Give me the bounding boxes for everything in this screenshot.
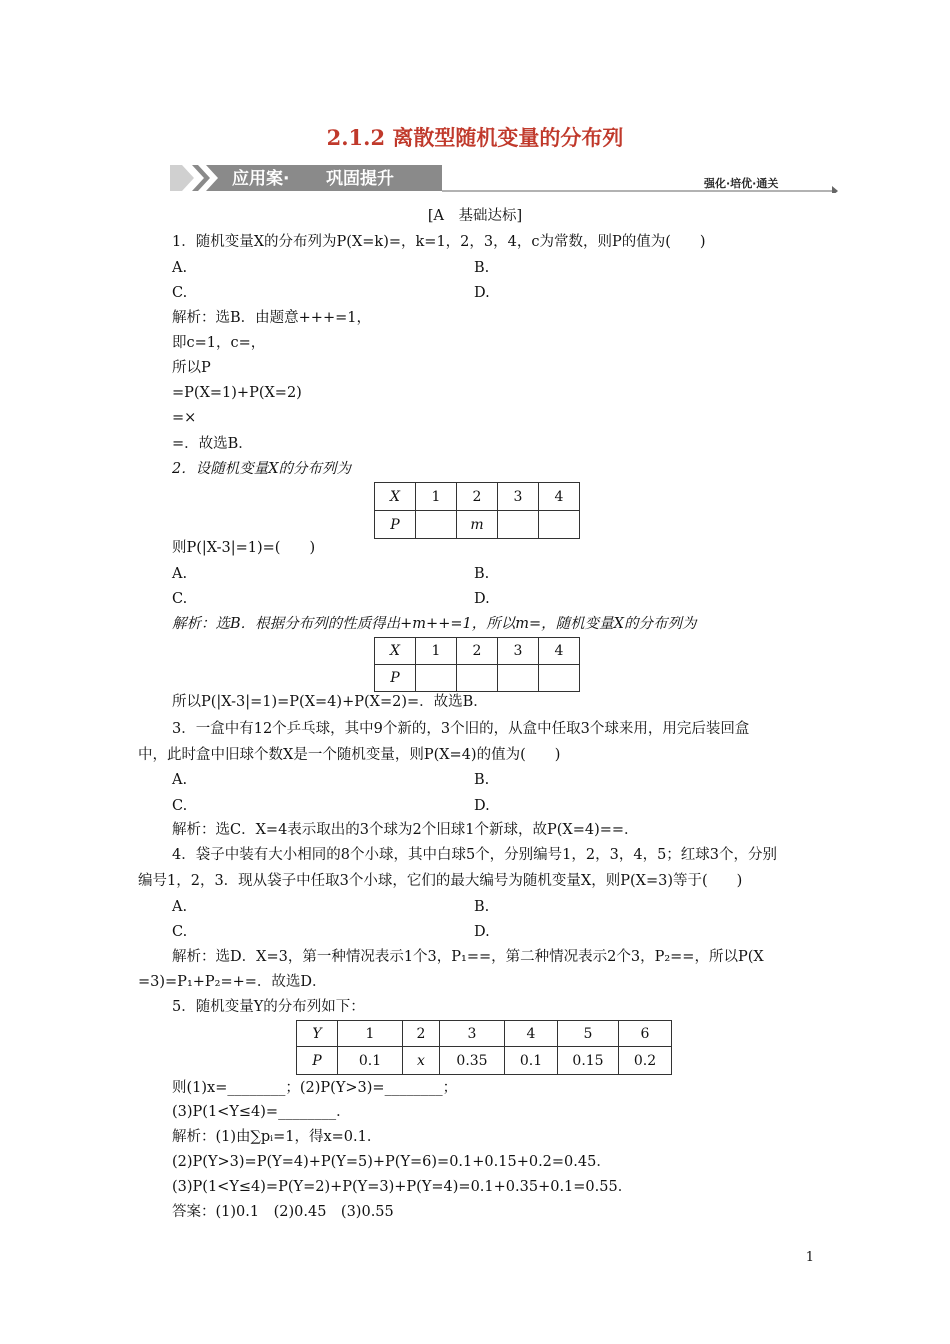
q2-option-a: A. (172, 566, 188, 582)
q1-option-d: D. (474, 285, 490, 301)
banner-tagline: 强化·培优·通关 (704, 177, 779, 190)
table-cell: P (375, 511, 416, 539)
q1-stem: 1．随机变量X的分布列为P(X=k)=，k=1，2，3，4，c为常数，则P的值为( ) (172, 234, 706, 250)
page-number: 1 (805, 1250, 814, 1265)
q4-solution-line: =3)=P₁+P₂=+=．故选D． (138, 974, 327, 990)
q2-solution-line: 解析：选B．根据分布列的性质得出+m++=1，所以m=，随机变量X的分布列为 (172, 616, 697, 632)
table-cell: 4 (505, 1021, 558, 1047)
q5-question: (3)P(1<Y≤4)=________． (172, 1104, 351, 1120)
q4-option-d: D. (474, 924, 490, 940)
q4-stem-cont: 编号1，2，3．现从袋子中任取3个小球，它们的最大编号为随机变量X，则P(X=3)等于( ) (138, 873, 743, 889)
table-cell: 0.1 (338, 1047, 403, 1075)
distribution-table-3 (296, 1020, 672, 1075)
q1-solution-line: =．故选B． (172, 436, 253, 452)
page-title: 2.1.2 离散型随机变量的分布列 (326, 125, 624, 150)
q5-answer: 答案：(1)0.1 (2)0.45 (3)0.55 (172, 1204, 394, 1220)
table-cell: 1 (338, 1021, 403, 1047)
q4-option-a: A. (172, 899, 188, 915)
q4-stem: 4．袋子中装有大小相同的8个小球，其中白球5个，分别编号1，2，3，4，5；红球3个，分别 (172, 847, 778, 863)
q2-question: 则P(|X-3|=1)=( ) (172, 540, 316, 556)
q3-stem-cont: 中，此时盒中旧球个数X是一个随机变量，则P(X=4)的值为( ) (138, 747, 561, 763)
table-cell: P (297, 1047, 338, 1075)
q2-stem: 2．设随机变量X的分布列为 (172, 461, 352, 477)
q5-stem: 5．随机变量Y的分布列如下： (172, 999, 365, 1015)
table-cell (498, 511, 539, 539)
table-cell (416, 665, 457, 692)
q1-solution-line: 解析：选B．由题意+++=1， (172, 310, 371, 326)
q1-option-c: C. (172, 285, 188, 301)
table-cell: 0.15 (558, 1047, 619, 1075)
q3-option-a: A. (172, 772, 188, 788)
table-cell: X (375, 638, 416, 665)
section-banner (170, 163, 838, 193)
q1-solution-line: 即c=1，c=， (172, 335, 266, 351)
q3-option-d: D. (474, 798, 490, 814)
table-cell: 2 (457, 638, 498, 665)
table-cell: 3 (440, 1021, 505, 1047)
q2-option-c: C. (172, 591, 188, 607)
table-cell: 3 (498, 638, 539, 665)
q2-option-d: D. (474, 591, 490, 607)
q3-option-c: C. (172, 798, 188, 814)
q3-stem: 3．一盒中有12个乒乓球，其中9个新的，3个旧的，从盒中任取3个球来用，用完后装回盒 (172, 721, 750, 737)
table-cell (416, 511, 457, 539)
table-cell: 1 (416, 483, 457, 511)
table-cell: X (375, 483, 416, 511)
table-cell: 4 (539, 483, 580, 511)
q1-solution-line: 所以P (172, 360, 211, 376)
section-heading: [A 基础达标] (427, 208, 523, 224)
banner-right-text: 巩固提升 (326, 169, 394, 189)
q1-solution-line: =P(X=1)+P(X=2) (172, 385, 302, 401)
q4-option-b: B. (474, 899, 490, 915)
q5-solution-line: (3)P(1<Y≤4)=P(Y=2)+P(Y=3)+P(Y=4)=0.1+0.35+0.1=0.55． (172, 1179, 633, 1195)
q5-solution-line: 解析：(1)由∑pᵢ=1，得x=0.1． (172, 1129, 382, 1145)
table-cell: m (457, 511, 498, 539)
table-cell: 2 (457, 483, 498, 511)
q2-option-b: B. (474, 566, 490, 582)
table-cell: 6 (619, 1021, 672, 1047)
q1-option-a: A. (172, 260, 188, 276)
q5-solution-line: (2)P(Y>3)=P(Y=4)+P(Y=5)+P(Y=6)=0.1+0.15+0.2=0.45． (172, 1154, 611, 1170)
q5-question: 则(1)x=________；(2)P(Y>3)=________； (172, 1080, 458, 1096)
table-cell (539, 511, 580, 539)
q1-option-b: B. (474, 260, 490, 276)
distribution-table-1 (374, 482, 580, 539)
table-cell: 1 (416, 638, 457, 665)
table-cell: Y (297, 1021, 338, 1047)
table-cell: P (375, 665, 416, 692)
table-cell: 5 (558, 1021, 619, 1047)
table-cell: 0.2 (619, 1047, 672, 1075)
q4-option-c: C. (172, 924, 188, 940)
q3-solution: 解析：选C．X=4表示取出的3个球为2个旧球1个新球，故P(X=4)==． (172, 822, 639, 838)
table-cell: 0.35 (440, 1047, 505, 1075)
q2-solution-line: 所以P(|X-3|=1)=P(X=4)+P(X=2)=．故选B． (172, 694, 488, 710)
table-cell: 3 (498, 483, 539, 511)
distribution-table-2 (374, 637, 580, 692)
banner-left-text: 应用案· (232, 169, 290, 189)
table-cell (498, 665, 539, 692)
table-cell: 2 (403, 1021, 440, 1047)
table-cell: x (403, 1047, 440, 1075)
table-cell: 0.1 (505, 1047, 558, 1075)
q1-solution-line: =× (172, 410, 197, 426)
table-cell: 4 (539, 638, 580, 665)
table-cell (539, 665, 580, 692)
table-cell (457, 665, 498, 692)
q4-solution-line: 解析：选D．X=3，第一种情况表示1个3，P₁==，第二种情况表示2个3，P₂==，所以P(X (172, 949, 764, 965)
q3-option-b: B. (474, 772, 490, 788)
